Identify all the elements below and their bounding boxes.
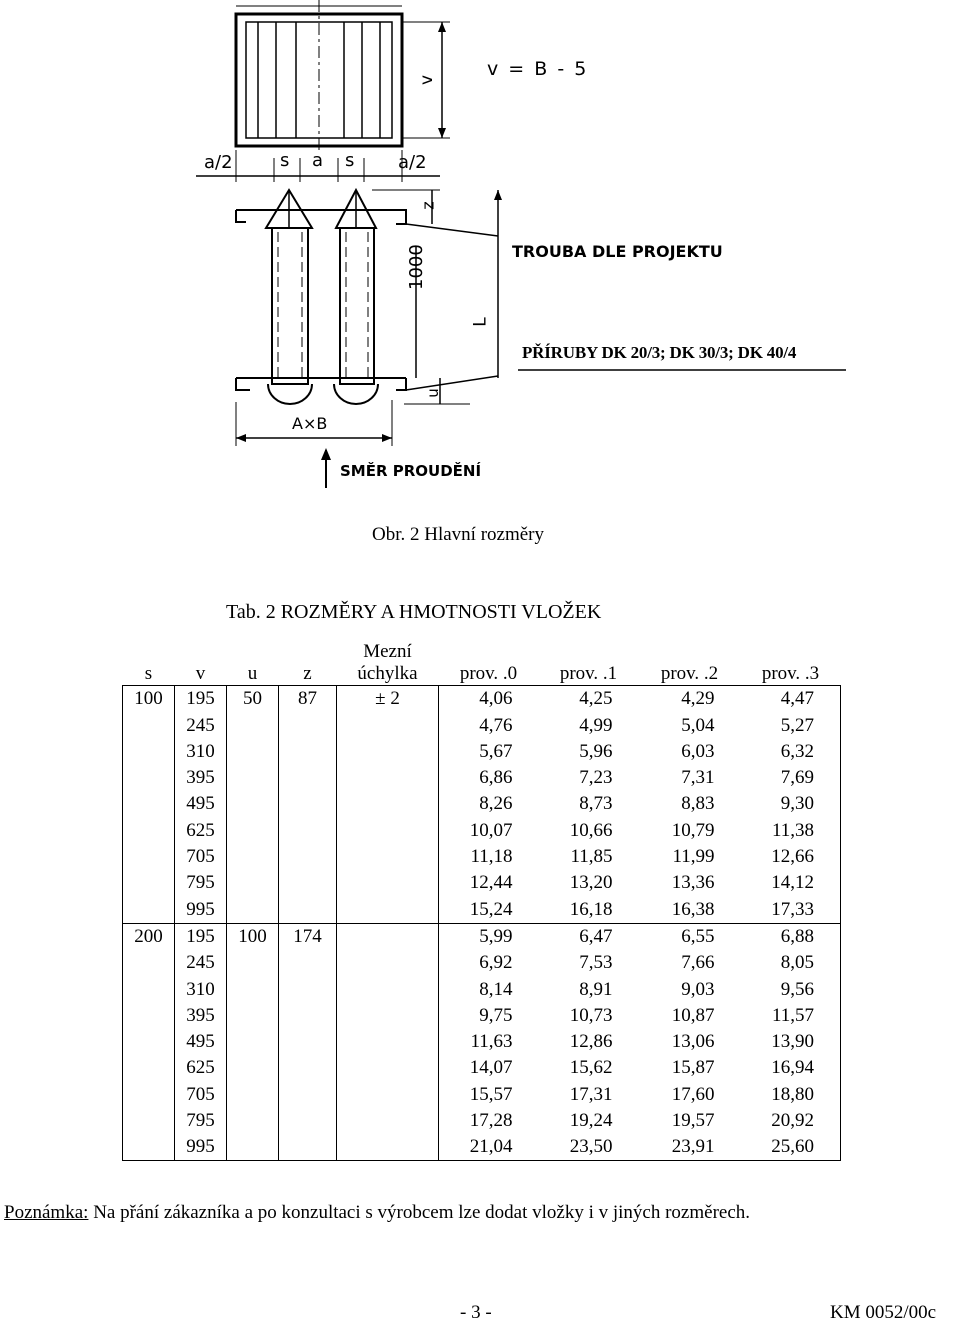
cell-u (227, 765, 279, 791)
cell-z: 87 (279, 686, 337, 713)
cell-u (227, 739, 279, 765)
cell-prov-0: 8,26 (479, 793, 513, 815)
cell-v: 795 (175, 870, 227, 896)
cell-prov-2: 9,03 (681, 978, 715, 1000)
cell-prov-2: 8,83 (681, 793, 715, 815)
cell-v: 625 (175, 1055, 227, 1081)
cell-tolerance: ± 2 (337, 686, 439, 713)
dim-1000-label: 1000 (406, 244, 427, 290)
table-row (123, 1108, 841, 1134)
cell-prov-2: 13,06 (671, 1031, 715, 1053)
top-view-frame (236, 0, 402, 150)
cell-prov-2: 7,66 (681, 952, 715, 974)
cell-tolerance (337, 712, 439, 738)
cell-prov-2: 4,29 (639, 686, 741, 713)
table-title: Tab. 2 ROZMĚRY A HMOTNOSTI VLOŽEK (226, 601, 602, 623)
cell-prov-0: 15,57 (469, 1083, 513, 1105)
cell-tolerance (337, 870, 439, 896)
table-row (123, 1134, 841, 1161)
cell-prov-3: 17,33 (741, 896, 841, 923)
header-prov-0: prov. .0 (459, 663, 518, 684)
cell-u (227, 817, 279, 843)
cell-u (227, 976, 279, 1002)
cell-tolerance (337, 896, 439, 923)
flange-subtitle: PŘÍRUBY DK 20/3; DK 30/3; DK 40/4 (522, 343, 797, 362)
cell-prov-0: 17,28 (469, 1110, 513, 1132)
cell-prov-2: 19,57 (671, 1110, 715, 1132)
dim-AxB-label: A×B (292, 414, 328, 433)
table-row (123, 739, 841, 765)
cell-tolerance (337, 1081, 439, 1107)
cell-prov-3: 25,60 (741, 1134, 841, 1161)
cell-u: 100 (227, 923, 279, 950)
cell-prov-2: 23,91 (639, 1134, 741, 1161)
note (4, 1202, 750, 1224)
cell-z (279, 1029, 337, 1055)
cell-tolerance (337, 1108, 439, 1134)
cell-tolerance (337, 923, 439, 950)
cell-prov-0: 5,99 (439, 923, 539, 950)
document-code: KM 0052/00c (830, 1302, 937, 1323)
cell-prov-3: 14,12 (741, 870, 841, 896)
cell-prov-1: 5,96 (579, 740, 613, 762)
cell-u (227, 791, 279, 817)
cell-prov-0: 6,86 (479, 767, 513, 789)
cell-u (227, 712, 279, 738)
cell-z (279, 765, 337, 791)
cell-z (279, 817, 337, 843)
cell-s (123, 870, 175, 896)
cell-v: 395 (175, 1003, 227, 1029)
cell-prov-2: 17,60 (671, 1083, 715, 1105)
cell-z (279, 1134, 337, 1161)
cell-tolerance (337, 765, 439, 791)
dim-u-label: u (423, 388, 442, 398)
cell-tolerance (337, 1003, 439, 1029)
cell-tolerance (337, 817, 439, 843)
cell-prov-1: 7,53 (579, 952, 613, 974)
cell-u (227, 1081, 279, 1107)
cell-u (227, 1029, 279, 1055)
cell-prov-3: 7,69 (741, 765, 841, 791)
cell-prov-3: 16,94 (741, 1055, 841, 1081)
cell-s (123, 791, 175, 817)
cell-prov-1: 7,23 (579, 767, 613, 789)
cell-prov-0: 11,63 (470, 1031, 513, 1053)
table-row (123, 1029, 841, 1055)
cell-s (123, 1003, 175, 1029)
cell-v: 395 (175, 765, 227, 791)
cell-v: 705 (175, 1081, 227, 1107)
figure-caption: Obr. 2 Hlavní rozměry (372, 524, 545, 545)
cell-prov-3: 12,66 (741, 844, 841, 870)
table-row (123, 686, 841, 713)
cell-prov-3: 6,88 (741, 923, 841, 950)
cell-prov-1: 17,31 (569, 1083, 613, 1105)
dim-a2-left-label: a/2 (204, 152, 233, 173)
cell-prov-1: 13,20 (569, 872, 613, 894)
cell-prov-0: 5,67 (479, 740, 513, 762)
table-row (123, 1055, 841, 1081)
cell-prov-1: 8,91 (579, 978, 613, 1000)
cell-u: 50 (227, 686, 279, 713)
cell-prov-1: 10,73 (569, 1004, 613, 1026)
header-v: v (195, 663, 206, 684)
cell-prov-0: 8,14 (479, 978, 513, 1000)
cell-z (279, 976, 337, 1002)
cell-v: 195 (175, 923, 227, 950)
cell-prov-1: 15,62 (569, 1057, 613, 1079)
cell-z (279, 870, 337, 896)
cell-prov-2: 6,03 (681, 740, 715, 762)
cell-z (279, 1081, 337, 1107)
cell-tolerance (337, 1029, 439, 1055)
table-row (123, 950, 841, 976)
cell-v: 795 (175, 1108, 227, 1134)
cell-prov-2: 11,99 (672, 846, 715, 868)
cell-s (123, 844, 175, 870)
cell-s (123, 1055, 175, 1081)
header-prov-1: prov. .1 (559, 663, 618, 684)
cell-prov-3: 11,38 (741, 817, 841, 843)
cell-tolerance (337, 1055, 439, 1081)
cell-v: 625 (175, 817, 227, 843)
cell-v: 995 (175, 1134, 227, 1161)
cell-s (123, 1108, 175, 1134)
cell-tolerance (337, 1134, 439, 1161)
cell-prov-3: 6,32 (741, 739, 841, 765)
dim-s-left-label: s (280, 150, 290, 171)
cell-s (123, 1081, 175, 1107)
dim-L-label: L (470, 317, 491, 327)
cell-prov-3: 18,80 (741, 1081, 841, 1107)
cell-prov-2: 6,55 (639, 923, 741, 950)
cell-s (123, 1134, 175, 1161)
page-number: - 3 - (460, 1302, 492, 1323)
cell-s (123, 976, 175, 1002)
cell-prov-0: 4,06 (439, 686, 539, 713)
trouba-label: TROUBA DLE PROJEKTU (512, 242, 723, 261)
cell-prov-0: 14,07 (469, 1057, 513, 1079)
cell-prov-1: 12,86 (569, 1031, 613, 1053)
cell-prov-3: 9,56 (741, 976, 841, 1002)
table-row (123, 923, 841, 950)
cell-prov-1: 4,99 (579, 714, 613, 736)
cell-v: 245 (175, 712, 227, 738)
cell-prov-1: 10,66 (569, 819, 613, 841)
note-label: Poznámka: (4, 1202, 89, 1223)
dimensions-weights-table (122, 641, 841, 1161)
cell-prov-1: 23,50 (539, 1134, 639, 1161)
cell-s: 200 (123, 923, 175, 950)
technical-drawing (0, 0, 960, 500)
smer-label: SMĚR PROUDĚNÍ (340, 462, 482, 480)
cell-u (227, 1108, 279, 1134)
cell-prov-3: 5,27 (741, 712, 841, 738)
cell-z (279, 1055, 337, 1081)
header-prov-3: prov. .3 (761, 663, 820, 684)
dim-a2-right-label: a/2 (398, 152, 427, 173)
cell-z (279, 950, 337, 976)
cell-v: 195 (175, 686, 227, 713)
cell-tolerance (337, 739, 439, 765)
cell-z (279, 1108, 337, 1134)
dim-a-label: a (312, 150, 324, 171)
cell-tolerance (337, 791, 439, 817)
cell-s (123, 739, 175, 765)
cell-v: 495 (175, 791, 227, 817)
table-row (123, 1081, 841, 1107)
cell-u (227, 1003, 279, 1029)
cell-prov-0: 11,18 (470, 846, 513, 868)
cell-u (227, 950, 279, 976)
cell-prov-2: 16,38 (639, 896, 741, 923)
cell-prov-0: 6,92 (479, 952, 513, 974)
header-z: z (303, 663, 312, 684)
cell-prov-1: 6,47 (539, 923, 639, 950)
table-row (123, 870, 841, 896)
cell-prov-2: 13,36 (671, 872, 715, 894)
cell-prov-0: 12,44 (469, 872, 513, 894)
cell-s (123, 950, 175, 976)
dim-z-label: z (418, 201, 438, 210)
cell-s: 100 (123, 686, 175, 713)
cell-prov-3: 20,92 (741, 1108, 841, 1134)
cell-z (279, 712, 337, 738)
cell-s (123, 817, 175, 843)
table-row (123, 817, 841, 843)
cell-tolerance (337, 844, 439, 870)
cell-u (227, 844, 279, 870)
cell-prov-0: 15,24 (439, 896, 539, 923)
cell-s (123, 765, 175, 791)
cell-z (279, 739, 337, 765)
cell-u (227, 896, 279, 923)
cell-s (123, 712, 175, 738)
dim-s-right-label: s (345, 150, 355, 171)
cell-prov-2: 10,87 (671, 1004, 715, 1026)
table-row (123, 791, 841, 817)
cell-v: 495 (175, 1029, 227, 1055)
cell-prov-1: 4,25 (539, 686, 639, 713)
table-row (123, 896, 841, 923)
cell-u (227, 1055, 279, 1081)
header-prov-2: prov. .2 (660, 663, 719, 684)
cell-v: 995 (175, 896, 227, 923)
table-row (123, 1003, 841, 1029)
cell-z: 174 (279, 923, 337, 950)
note-text: Na přání zákazníka a po konzultaci s výrobcem lze dodat vložky i v jiných rozměrech. (93, 1202, 751, 1223)
cell-u (227, 1134, 279, 1161)
cell-z (279, 896, 337, 923)
header-s: s (144, 663, 153, 684)
cell-prov-0: 10,07 (469, 819, 513, 841)
table-row (123, 976, 841, 1002)
cell-prov-2: 15,87 (671, 1057, 715, 1079)
cell-u (227, 870, 279, 896)
header-u: u (247, 663, 258, 684)
cell-tolerance (337, 976, 439, 1002)
cell-v: 705 (175, 844, 227, 870)
cell-prov-3: 13,90 (741, 1029, 841, 1055)
cell-prov-3: 8,05 (741, 950, 841, 976)
cell-prov-3: 9,30 (741, 791, 841, 817)
cell-prov-0: 9,75 (479, 1004, 513, 1026)
cell-prov-1: 8,73 (579, 793, 613, 815)
cell-v: 310 (175, 739, 227, 765)
header-mezni: Mezní úchylka (357, 641, 418, 684)
cell-prov-0: 4,76 (479, 714, 513, 736)
table-row (123, 712, 841, 738)
cell-prov-3: 4,47 (741, 686, 841, 713)
dim-v-label: v (417, 74, 438, 86)
cell-s (123, 896, 175, 923)
cell-prov-2: 7,31 (681, 767, 715, 789)
cell-tolerance (337, 950, 439, 976)
cell-prov-0: 21,04 (439, 1134, 539, 1161)
cell-prov-2: 10,79 (671, 819, 715, 841)
cell-s (123, 1029, 175, 1055)
formula-label: v = B - 5 (487, 58, 589, 80)
cell-z (279, 1003, 337, 1029)
table-row (123, 765, 841, 791)
cell-prov-2: 5,04 (681, 714, 715, 736)
cell-prov-1: 19,24 (569, 1110, 613, 1132)
cell-z (279, 844, 337, 870)
cell-z (279, 791, 337, 817)
cell-prov-1: 16,18 (539, 896, 639, 923)
table-row (123, 844, 841, 870)
cell-v: 245 (175, 950, 227, 976)
cell-v: 310 (175, 976, 227, 1002)
cell-prov-1: 11,85 (570, 846, 613, 868)
cell-prov-3: 11,57 (741, 1003, 841, 1029)
